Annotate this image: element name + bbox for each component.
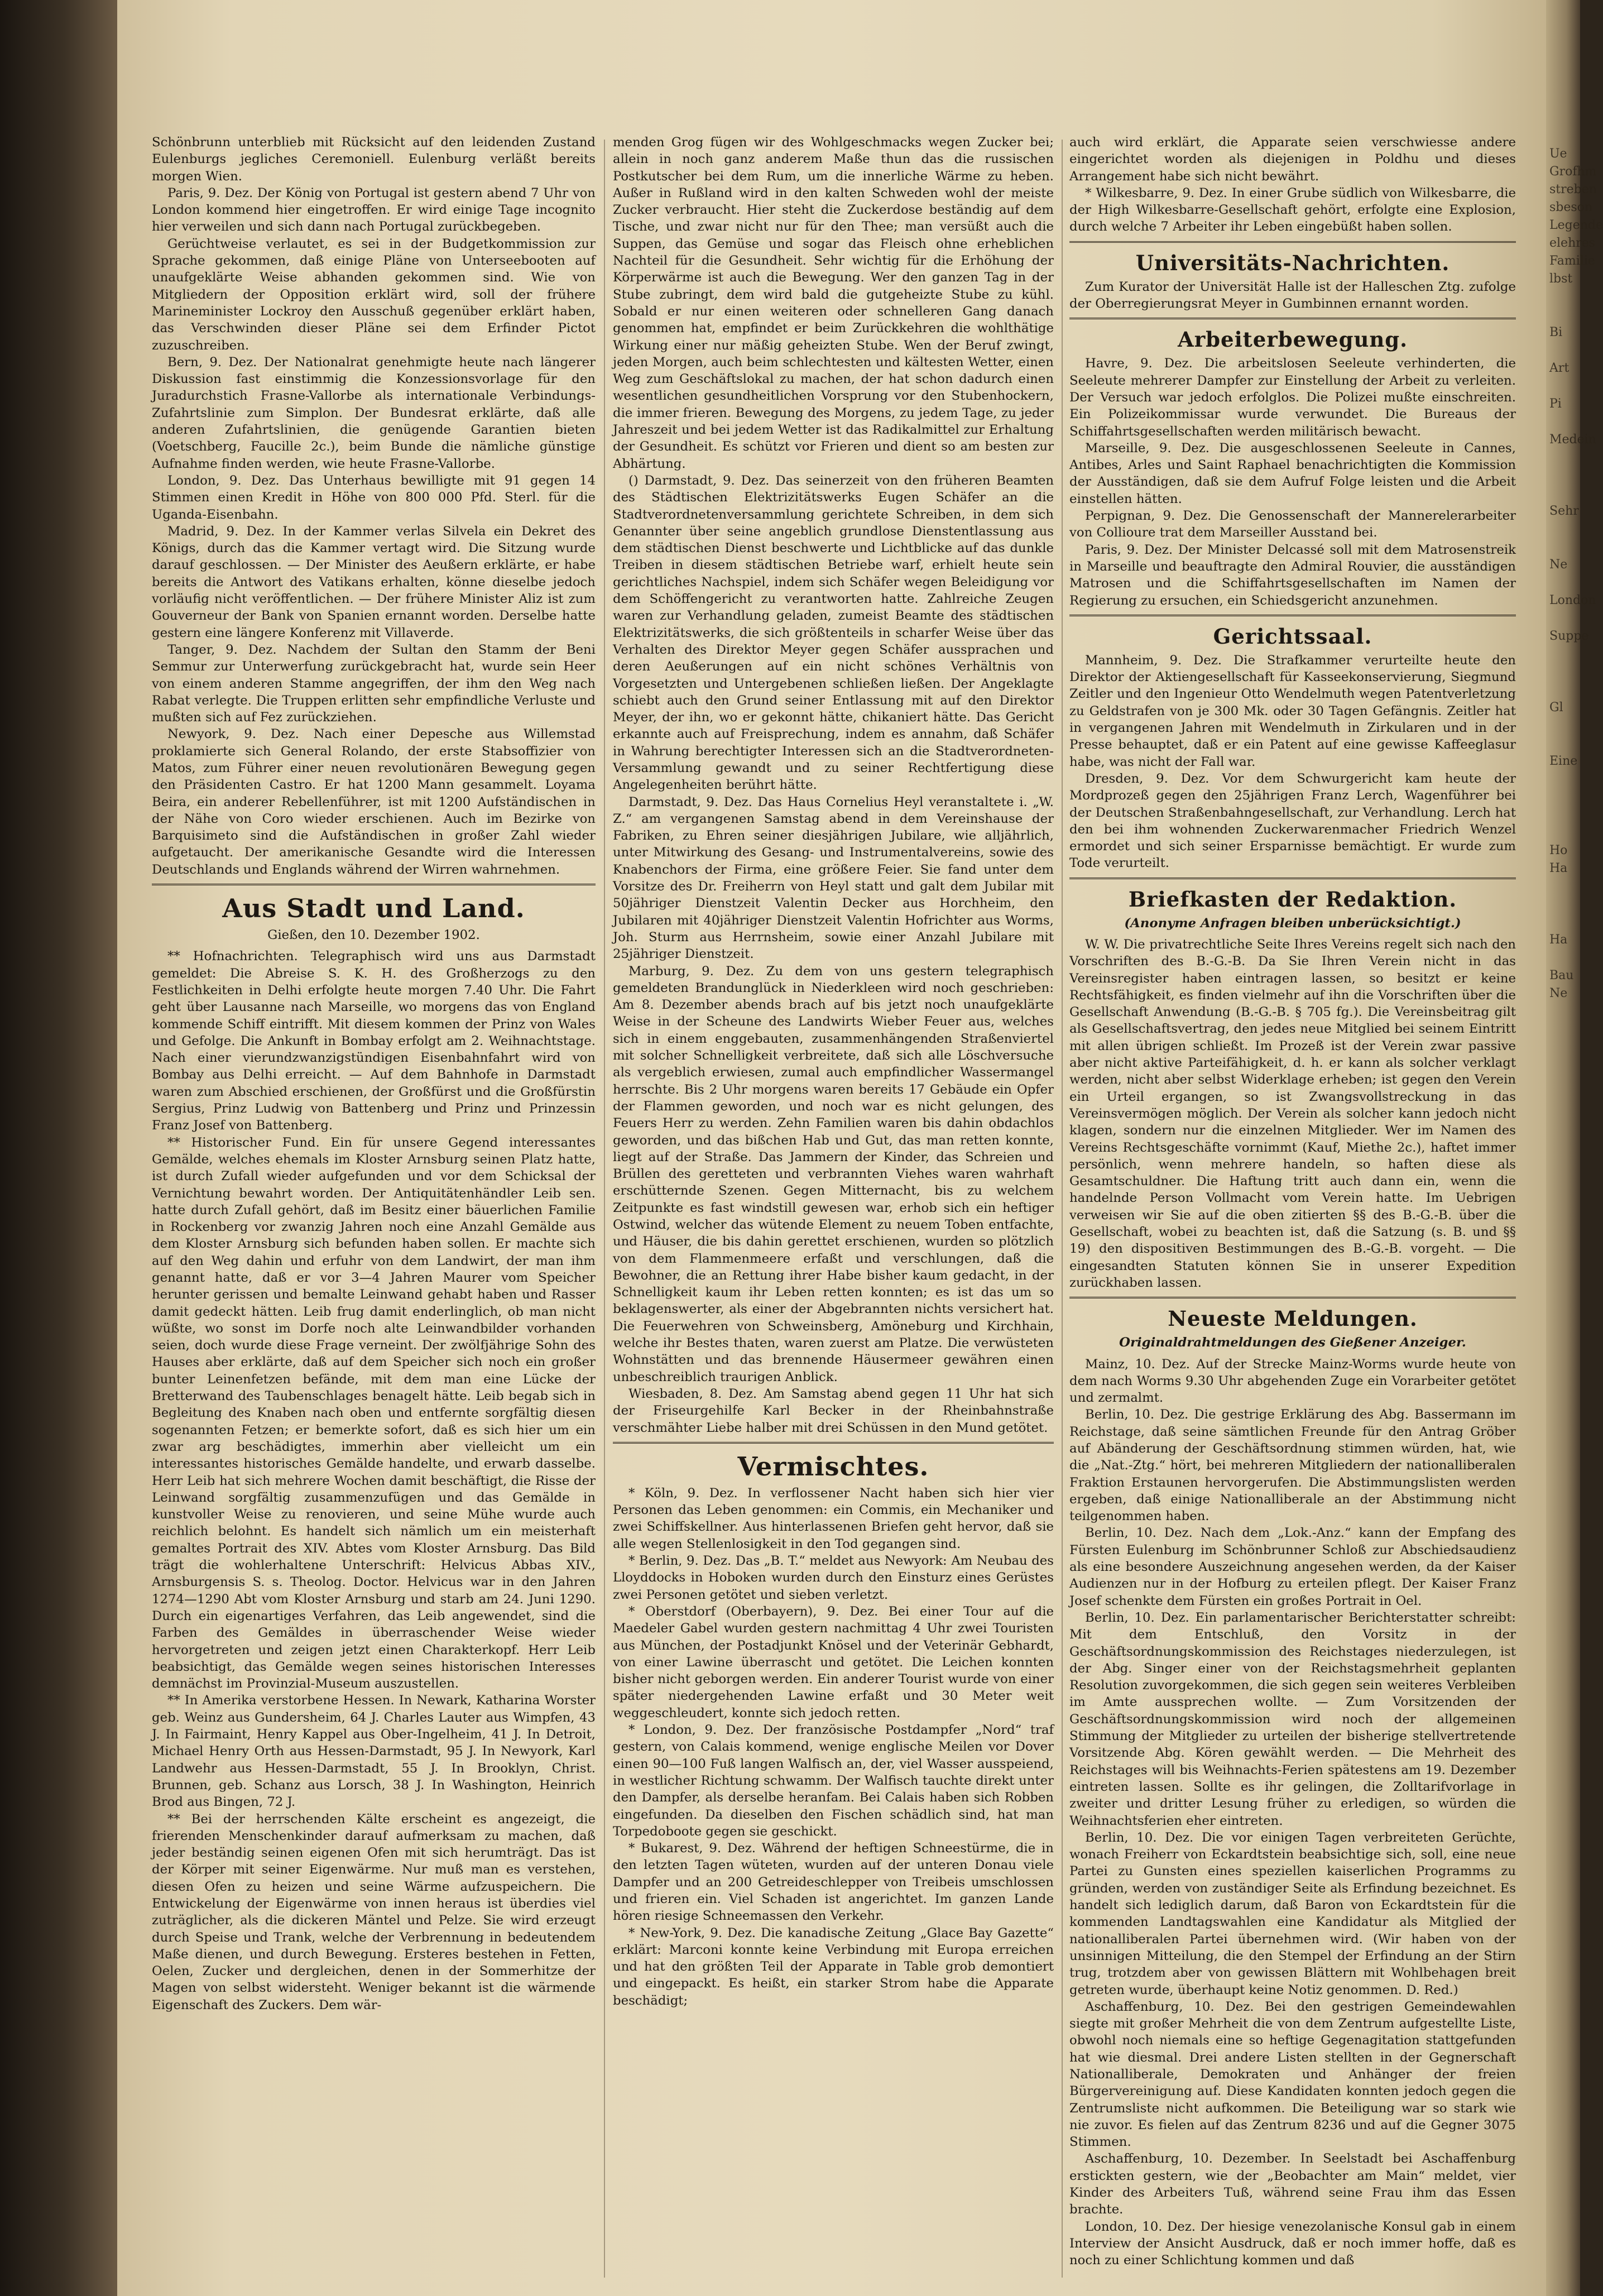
article-paragraph: Darmstadt, 9. Dez. Das Haus Cornelius Heyl veranstaltete i. „W. Z.“ am vergangenen Samstag abend in dem Vereinshause der Fabriken, zu Ehren seiner diesjährigen Jubilare, wie alljährlich, unter Mitwirkung des Gesang- und Instrumentalvereins, sowie des Knabenchors der Firma, eine größere Feier. Sie fand unter dem Vorsitze des Dr. Freiherrn von Heyl statt und galt dem Jubilar mit 50jähriger Dienstzeit Valentin Decker aus Horchheim, den Jubilaren mit 40jähriger Dienstzeit Valentin Hofrichter aus Worms, Joh. Sturm aus Herrnsheim, sowie einer Anzahl Jubilare mit 25jähriger Dienstzeit.: [613, 794, 1054, 962]
section-divider: [152, 884, 596, 885]
article-paragraph: Mainz, 10. Dez. Auf der Strecke Mainz-Worms wurde heute von dem nach Worms 9.30 Uhr abgehenden Zuge ein Vorarbeiter getötet und zermalmt.: [1069, 1356, 1516, 1406]
section-divider: [1069, 1297, 1516, 1298]
section-title-miscellaneous: Vermischtes.: [737, 1451, 929, 1482]
article-paragraph: * Köln, 9. Dez. In verflossener Nacht haben sich hier vier Personen das Leben genommen: ein Commis, ein Mechaniker und zwei Schiffskellner. Aus hinterlassenen Briefen geht hervor, daß sie alle wegen Stellenlosigkeit in den Tod gegangen sind.: [613, 1485, 1054, 1551]
article-paragraph: * Bukarest, 9. Dez. Während der heftigen Schneestürme, die in den letzten Tagen wüteten, wurden auf der unteren Donau viele Dampfer und an 200 Getreideschlepper von Treibeis umschlossen und frieren ein. Viel Schaden ist angerichtet. Im ganzen Lande hören riesige Schneemassen den Verkehr.: [613, 1841, 1054, 1924]
article-paragraph: Madrid, 9. Dez. In der Kammer verlas Silvela ein Dekret des Königs, durch das die Kammer vertagt wird. Die Sitzung wurde darauf geschlossen. — Der Minister des Aeußern erklärte, er habe bereits die Antwort des Vatikans erhalten, könne dieselbe jedoch vorläufig nicht veröffentlichen. — Der frühere Minister Aliz ist zum Gouverneur der Bank von Spanien ernannt worden. Derselbe hatte gestern eine längere Konferenz mit Villaverde.: [152, 524, 596, 640]
section-title-labor-movement: Arbeiterbewegung.: [1177, 327, 1408, 352]
newspaper-page: [117, 0, 1546, 2296]
article-paragraph: Schönbrunn unterblieb mit Rücksicht auf den leidenden Zustand Eulenburgs jegliches Ceremoniell. Eulenburg verläßt bereits morgen Wien.: [152, 135, 596, 184]
article-paragraph: Dresden, 9. Dez. Vor dem Schwurgericht kam heute der Mordprozeß gegen den 25jährigen Franz Lerch, Wagenführer bei der Deutschen Straßenbahngesellschaft, zur Verhandlung. Lerch hat den bei ihm wohnenden Zuckerwarenmacher Friedrich Wenzel ermordet und sich seiner Ersparnisse bemächtigt. Er wurde zum Tode verurteilt.: [1069, 771, 1516, 871]
article-paragraph: Berlin, 10. Dez. Nach dem „Lok.-Anz.“ kann der Empfang des Fürsten Eulenburg im Schönbrunner Schloß zur Abschiedsaudienz als eine besondere Auszeichnung angesehen werden, da der Kaiser Audienzen nur in der Hofburg zu erteilen pflegt. Der Kaiser Franz Josef schenkte dem Fürsten ein großes Portrait in Oel.: [1069, 1526, 1516, 1608]
section-divider: [1069, 878, 1516, 879]
article-paragraph: Paris, 9. Dez. Der Minister Delcassé soll mit dem Matrosenstreik in Marseille und beauftragte den Admiral Rouvier, die ausständigen Matrosen und die Schiffahrtsgesellschaften im Namen der Regierung zu ersuchen, ein Schiedsgericht anzunehmen.: [1069, 542, 1516, 608]
article-paragraph: Berlin, 10. Dez. Ein parlamentarischer Berichterstatter schreibt: Mit dem Entschluß, den Vorsitz in der Geschäftsordnungskommission des Reichstages niederzulegen, ist der Abg. Singer einer von der Reichstagsmehrheit geplanten Resolution zuvorgekommen, die sich gegen sein weiteres Verbleiben im Amte aussprechen wollte. — Zum Vorsitzenden der Geschäftsordnungskommission wird noch der allgemeinen Stimmung der Mitglieder zu urteilen der bisherige stellvertretende Vorsitzende Abg. Kören gewählt werden. — Die Mehrheit des Reichstages will bis Weihnachts-Ferien spätestens am 19. Dezember eintreten lassen. Sollte es ihr gelingen, die Zolltarifvorlage in zweiter und dritter Lesung früher zu erledigen, so würden die Weihnachtsferien eher eintreten.: [1069, 1610, 1516, 1828]
article-paragraph: Zum Kurator der Universität Halle ist der Halleschen Ztg. zufolge der Oberregierungsrat Meyer in Gumbinnen ernannt worden.: [1069, 279, 1516, 311]
column-rule: [1062, 140, 1063, 2278]
adjacent-page-text-fragment: Ue Grofhm streben sbeson Legende elehres Familie lbst Bi Art Pi Medein Sehr Ne London Suppe Gl Eine Ho Ha Ha Bau Ne: [1549, 147, 1603, 1000]
column-right: [1069, 134, 1516, 2269]
article-paragraph: Berlin, 10. Dez. Die vor einigen Tagen verbreiteten Gerüchte, wonach Freiherr von Eckardtstein beabsichtige sich, soll, eine neue Partei zu Gunsten eines speziellen kaiserlichen Programms zu gründen, werden von zuständiger Seite als Erfindung bezeichnet. Es handelt sich lediglich darum, daß Baron von Eckardtstein für die kommenden Landtagswahlen eine Kandidatur als Mitglied der nationalliberalen Partei übernehmen wird. (Wir haben von der unsinnigen Mitteilung, die den Stempel der Erfindung an der Stirn trug, trotzdem aber von gewissen Blättern mit Wohlbehagen breit getreten wurde, überhaupt keine Notiz genommen. D. Red.): [1069, 1830, 1516, 1997]
article-paragraph: * London, 9. Dez. Der französische Postdampfer „Nord“ traf gestern, von Calais kommend, wenige englische Meilen vor Dover einen 90—100 Fuß langen Walfisch an, der, viel Wasser ausspeiend, in westlicher Richtung schwamm. Der Walfisch tauchte direkt unter den Dampfer, als derselbe heranfam. Bei Calais haben sich Robben eingefunden. Da dieselben den Fischen schädlich sind, hat man Torpedoboote gegen sie geschickt.: [613, 1723, 1054, 1839]
section-divider: [1069, 318, 1516, 319]
article-paragraph: * Berlin, 9. Dez. Das „B. T.“ meldet aus Newyork: Am Neubau des Lloyddocks in Hoboken wurden durch den Einsturz eines Gerüstes zwei Personen getötet und sieben verletzt.: [613, 1554, 1054, 1602]
article-paragraph: Paris, 9. Dez. Der König von Portugal ist gestern abend 7 Uhr von London kommend hier eingetroffen. Er wird einige Tage incognito hier verweilen und sich dann nach Portugal zurückbegeben.: [152, 185, 596, 234]
article-paragraph: * New-York, 9. Dez. Die kanadische Zeitung „Glace Bay Gazette“ erklärt: Marconi konnte keine Verbindung mit Europa erreichen und hat den größten Teil der Apparate in Table grob demontiert und eingepackt. Es heißt, ein starker Strom habe die Apparate beschädigt;: [613, 1925, 1054, 2008]
column-left: [152, 134, 596, 2014]
article-paragraph: * Oberstdorf (Oberbayern), 9. Dez. Bei einer Tour auf die Maedeler Gabel wurden gestern nachmittag 4 Uhr zwei Touristen aus München, der Postadjunkt Knösel und der Veterinär Gebhardt, von einer Lawine überrascht und getötet. Die Leichen konnten bisher nicht geborgen werden. Ein anderer Tourist wurde von einer später niedergehenden Lawine erfaßt und 30 Meter weit weggeschleudert, konnte sich jedoch retten.: [613, 1604, 1054, 1720]
section-title-letters: Briefkasten der Redaktion.: [1128, 886, 1457, 912]
article-paragraph: London, 10. Dez. Der hiesige venezolanische Konsul gab in einem Interview der Ansicht Ausdruck, daß er noch immer hoffe, daß es noch zu einer Schlichtung kommen und daß: [1069, 2219, 1516, 2268]
article-paragraph: auch wird erklärt, die Apparate seien verschwiesse andere eingerichtet worden als diejenigen in Poldhu und dieses Arrangement habe sich nicht bewährt.: [1069, 135, 1516, 184]
article-paragraph: W. W. Die privatrechtliche Seite Ihres Vereins regelt sich nach den Vorschriften des B.-G.-B. Da Sie Ihren Verein nicht in das Vereinsregister haben eintragen lassen, so besitzt er keine Rechtsfähigkeit, es finden vielmehr auf ihn die Vorschriften über die Gesellschaft Anwendung (B.-G.-B. § 705 fg.). Die Vereinsbeitrag gilt als Gesellschaftsvertrag, den jedes neue Mitglied bei seinem Eintritt mit allen übrigen schließt. Im Prozeß ist der Verein zwar passive aber nicht aktive Parteifähigkeit, d. h. er kann als solcher verklagt werden, nicht aber selbst Widerklage erheben; ist gegen den Verein ein Urteil ergangen, so ist Zwangsvollstreckung in das Vereinsvermögen möglich. Der Verein als solcher kann jedoch nicht klagen, sondern nur die einzelnen Mitglieder. Wer im Namen des Vereins Rechtsgeschäfte vornimmt (Kauf, Miethe 2c.), haftet immer persönlich, wenn mehrere handeln, so haften diese als Gesamtschuldner. Die Haftung tritt auch dann ein, wenn die handelnde Person Vollmacht vom Verein hatte. Im Uebrigen verweisen wir Sie auf die oben zitierten §§ des B.-G.-B. über die Gesellschaft, wobei zu beachten ist, daß die Satzung (s. B. und §§ 19) den dispositiven Bestimmungen des B.-G.-B. vorgeht. — Die eingesandten Statuten können Sie in unserer Expedition zurückhaben lassen.: [1069, 937, 1516, 1290]
article-paragraph: Marburg, 9. Dez. Zu dem von uns gestern telegraphisch gemeldeten Brandunglück in Niederkleen wird noch geschrieben: Am 8. Dezember abends brach auf bis jetzt noch unaufgeklärte Weise in der Scheune des Landwirts Wieber Feuer aus, welches sich in einem enggebauten, zusammenhängenden Straßenviertel mit solcher Schnelligkeit verbreitete, daß sich alle Löschversuche als vergeblich erwiesen, zumal auch empfindlicher Wassermangel herrschte. Bis 2 Uhr morgens waren bereits 17 Gebäude ein Opfer der Flammen geworden, und noch war es nicht gelungen, des Feuers Herr zu werden. Zehn Familien waren bis dahin obdachlos geworden, und das bißchen Hab und Gut, das man retten konnte, liegt auf der Straße. Das Jammern der Kinder, das Schreien und Brüllen des geretteten und verbrannten Viehes waren wahrhaft erschütternde Szenen. Gegen Mitternacht, bis zu welchem Zeitpunkte es fast windstill gewesen war, erhob sich ein heftiger Ostwind, welcher das wütende Element zu neuem Toben entfachte, und Häuser, die bis dahin gerettet erschienen, wurden so plötzlich von dem Flammenmeere erfaßt und verschlungen, daß die Bewohner, die an Rettung ihrer Habe bisher kaum gedacht, in der Schnelligkeit kaum ihr Leben retten konnten; es ist das um so beklagenswerter, als einer der Abgebrannten nichts versichert hat. Die Feuerwehren von Schweinsberg, Amöneburg und Kirchhain, welche ihr Bestes thaten, waren zuerst am Platze. Die verwüsteten Wohnstätten und das brennende Häusermeer gewähren einen unbeschreiblich traurigen Anblick.: [613, 964, 1054, 1384]
article-paragraph: ** In Amerika verstorbene Hessen. In Newark, Katharina Worster geb. Weinz aus Gundersheim, 64 J. Charles Lauter aus Wimpfen, 43 J. In Fairmaint, Henry Kappel aus Ober-Ingelheim, 41 J. In Detroit, Michael Henry Orth aus Hessen-Darmstadt, 95 J. In Newyork, Karl Landwehr aus Hessen-Darmstadt, 55 J. In Brooklyn, Christ. Brunnen, geb. Schanz aus Lorsch, 38 J. In Washington, Heinrich Brod aus Bingen, 72 J.: [152, 1693, 596, 1810]
article-paragraph: Bern, 9. Dez. Der Nationalrat genehmigte heute nach längerer Diskussion fast einstimmig die Konzessionsvorlage für den Juradurchstich Frasne-Vallorbe als internationale Verbindungs-Zufahrtslinie zum Simplon. Der Bundesrat erklärte, daß alle anderen Zufahrtslinien, die genügende Garantien bieten (Voetschberg, Faucille 2c.), beim Bunde die nämliche günstige Aufnahme finden werden, wie heute Frasne-Vallorbe.: [152, 354, 596, 471]
article-paragraph: ** Bei der herrschenden Kälte erscheint es angezeigt, die frierenden Menschenkinder darauf aufmerksam zu machen, daß jeder beständig seinen eigenen Ofen mit sich herumträgt. Das ist der Körper mit seiner Eigenwärme. Nur muß man es verstehen, diesen Ofen zu heizen und seine Wärme aufzuspeichern. Die Entwickelung der Eigenwärme von innen heraus ist überdies viel zuträglicher, als die dickeren Mäntel und Pelze. Sie wird erzeugt durch Speise und Trank, welche der Verbrennung in bedeutendem Maße dienen, und durch Bewegung. Ersteres bestehen in Fetten, Oelen, Zucker und dergleichen, denen in der Sommerhitze der Magen von selbst widersteht. Weniger bekannt ist die wärmende Eigenschaft des Zuckers. Dem wär-: [152, 1811, 596, 2012]
article-paragraph: Marseille, 9. Dez. Die ausgeschlossenen Seeleute in Cannes, Antibes, Arles und Saint Raphael benachrichtigten die Kommission der Ausständigen, daß sie dem Aufruf Folge leisten und die Arbeit einstellen hätten.: [1069, 440, 1516, 506]
article-paragraph: Berlin, 10. Dez. Die gestrige Erklärung des Abg. Bassermann im Reichstage, daß seine sämtlichen Freunde für den Antrag Gröber auf Abänderung der Geschäftsordnung stimmen würden, hat, wie die „Nat.-Ztg.“ hört, bei mehreren Mitgliedern der nationalliberalen Fraktion Erstaunen hervorgerufen. Die Abstimmungslisten werden ergeben, daß einige Nationalliberale an der Abstimmung nicht teilgenommen haben.: [1069, 1407, 1516, 1524]
article-paragraph: London, 9. Dez. Das Unterhaus bewilligte mit 91 gegen 14 Stimmen einen Kredit in Höhe von 800 000 Pfd. Sterl. für die Uganda-Eisenbahn.: [152, 473, 596, 522]
article-paragraph: Tanger, 9. Dez. Nachdem der Sultan den Stamm der Beni Semmur zur Unterwerfung zurückgebracht hat, wurde sein Heer von einem anderen Stamme angegriffen, der ihm den Weg nach Rabat verlegte. Die Truppen erlitten sehr empfindliche Verluste und mußten sich auf Fez zurückziehen.: [152, 642, 596, 725]
article-paragraph: Aschaffenburg, 10. Dez. Bei den gestrigen Gemeindewahlen siegte mit großer Mehrheit die von dem Zentrum aufgestellte Liste, obwohl noch niemals eine so heftige Gegenagitation stattgefunden hat wie diesmal. Drei andere Listen stellten in der Gegnerschaft Nationalliberale, Demokraten und Anhänger der freien Bürgervereinigung auf. Diese Kandidaten konnten jedoch gegen die Zentrumsliste nicht aufkommen. Die Beteiligung war so stark wie nie zuvor. Es fielen auf das Zentrum 8236 und auf die Gegner 3075 Stimmen.: [1069, 1999, 1516, 2150]
section-subtitle: Originaldrahtmeldungen des Gießener Anzeiger.: [1119, 1335, 1466, 1350]
column-middle: [613, 134, 1054, 2009]
section-title-university-news: Universitäts-Nachrichten.: [1135, 250, 1450, 275]
section-divider: [1069, 241, 1516, 243]
adjacent-page-edge: [1546, 0, 1603, 2296]
article-paragraph: Newyork, 9. Dez. Nach einer Depesche aus Willemstad proklamierte sich General Rolando, der erste Stabsoffizier von Matos, zum Führer einer neuen revolutionären Bewegung gegen den Präsidenten Castro. Er hat 1200 Mann gesammelt. Loyama Beira, ein anderer Rebellenführer, ist mit 1200 Aufständischen in der Nähe von Coro wieder erschienen. Auch im Bezirke von Barquisimeto sind die Aufständischen in großer Zahl wieder aufgetaucht. Der amerikanische Gesandte wird die Interessen Deutschlands und Englands während der Wirren wahrnehmen.: [152, 727, 596, 877]
section-title-latest-news: Neueste Meldungen.: [1168, 1306, 1418, 1331]
column-rule: [604, 140, 605, 2278]
article-paragraph: Havre, 9. Dez. Die arbeitslosen Seeleute verhinderten, die Seeleute mehrerer Dampfer zur Einstellung der Arbeit zu verleiten. Der Versuch war jedoch erfolglos. Die Polizei mußte einschreiten. Ein Polizeikommissar wurde verwundet. Die Bureaus der Schiffahrtsgesellschaften werden militärisch bewacht.: [1069, 356, 1516, 439]
section-title-local-news: Aus Stadt und Land.: [222, 893, 525, 924]
section-divider: [1069, 615, 1516, 616]
article-paragraph: Mannheim, 9. Dez. Die Strafkammer verurteilte heute den Direktor der Aktiengesellschaft für Kasseekonservierung, Siegmund Zeitler und den Ingenieur Otto Wendelmuth wegen Patentverletzung zu Geldstrafen von je 300 Mk. oder 30 Tagen Gefängnis. Zeitler hat in vergangenen Jahren mit Wendelmuth in Zirkularen und in der Presse behauptet, daß er ein Patent auf eine gewisse Kaffeeglasur habe, was nicht der Fall war.: [1069, 653, 1516, 769]
article-paragraph: () Darmstadt, 9. Dez. Das seinerzeit von den früheren Beamten des Städtischen Elektrizitätswerks Eugen Schäfer an die Stadtverordnetenversammlung gerichtete Schreiben, in dem sich Genannter über seine angeblich grundlose Dienstentlassung aus dem städtischen Dienst beschwerte und Lichtblicke auf das dunkle Treiben in diesem städtischen Betriebe warf, erhielt heute sein gerichtliches Nachspiel, indem sich Schäfer wegen Beleidigung vor dem Schöffengericht zu verantworten hatte. Zahlreiche Zeugen waren zur Verhandlung geladen, zumeist Beamte des städtischen Elektrizitätswerks, die sich größtenteils in scharfer Weise über das Verhalten des Direktor Meyer gegen Schäfer aussprachen und deren Aeußerungen auf ein nicht schönes Verhältnis von Vorgesetzten und Untergebenen schließen ließen. Der Angeklagte schiebt auch den Grund seiner Entlassung mit auf den Direktor Meyer, der ihn, wo er gekonnt hätte, chikaniert hätte. Das Gericht erkannte auch auf Freisprechung, indem es annahm, daß Schäfer in Wahrung berechtigter Interessen sich an die Stadtverordneten-Versammlung gewandt und zu seiner Rechtfertigung diese Angelegenheiten berührt hätte.: [613, 473, 1054, 793]
section-divider: [613, 1442, 1054, 1444]
article-paragraph: ** Hofnachrichten. Telegraphisch wird uns aus Darmstadt gemeldet: Die Abreise S. K. H. des Großherzogs zu den Festlichkeiten in Delhi erfolgte heute morgen 7.40 Uhr. Die Fahrt geht über Lausanne nach Marseille, wo morgens das von England kommende Schiff eintrifft. Mit diesem kommen der Prinz von Wales und Gefolge. Die Ankunft in Bombay erfolgt am 2. Weihnachtstage. Nach einer vierundzwanzigstündigen Eisenbahnfahrt wird von Bombay aus Delhi erreicht. — Auf dem Bahnhofe in Darmstadt waren zum Abschied erschienen, der Großfürst und die Großfürstin Sergius, Prinz Ludwig von Battenberg und Prinz und Prinzessin Franz Josef von Battenberg.: [152, 949, 596, 1133]
section-dateline: Gießen, den 10. Dezember 1902.: [267, 928, 480, 943]
article-paragraph: Perpignan, 9. Dez. Die Genossenschaft der Mannerelerarbeiter von Collioure trat dem Marseiller Ausstand bei.: [1069, 509, 1516, 540]
article-paragraph: Gerüchtweise verlautet, es sei in der Budgetkommission zur Sprache gekommen, daß einige Pläne von Unterseebooten auf unaufgeklärte Weise abhanden gekommen sind. Wie von Mitgliedern der Opposition erklärt wird, soll der frühere Marineminister Lockroy den Ausschuß gegenüber erklärt haben, das Verschwinden dieser Pläne sei dem Erfinder Pictot zuzuschreiben.: [152, 236, 596, 353]
section-title-courtroom: Gerichtssaal.: [1213, 624, 1372, 649]
section-subtitle: (Anonyme Anfragen bleiben unberücksichtigt.): [1124, 915, 1461, 931]
article-paragraph: ** Historischer Fund. Ein für unsere Gegend interessantes Gemälde, welches ehemals im Kloster Arnsburg seinen Platz hatte, ist durch Zufall wieder aufgefunden und vor dem Schicksal der Vernichtung bewahrt worden. Der Antiquitätenhändler Leib sen. hatte durch Zufall gehört, daß im Besitz einer bäuerlichen Familie in Rockenberg vor zwanzig Jahren noch eine Anzahl Gemälde aus dem Kloster Arnsburg sich befunden haben sollen. Er machte sich auf den Weg dahin und erfuhr von dem Landwirt, der man ihm genannt hatte, daß er vor 3—4 Jahren Maurer vom Speicher herunter gerissen und bemalte Leinwand gehabt haben und Rasser damit gedeckt hätten. Leib frug damit enderlinglich, ob man nicht wüßte, wo sonst im Dorfe noch alte Leinwandbilder vorhanden seien, doch wurde diese Frage verneint. Der zwölfjährige Sohn des Hauses aber erklärte, daß auf dem Speicher sich noch ein großer bunter Leinenfetzen befände, mit dem man eine Lücke der Bretterwand des Taubenschlages benagelt hätte. Leib begab sich in Begleitung des Knaben nach oben und entfernte sorgfältig diesen sogenannten Fetzen; er bemerkte sofort, daß es sich hier um ein zwar arg beschädigtes, immerhin aber vielleicht um ein interessantes historisches Gemälde handelte, und erwarb dasselbe. Herr Leib hat sich mehrere Wochen damit beschäftigt, die Risse der Leinwand sorgfältig zusammenzufügen und das Gemälde in kunstvoller Weise zu renovieren, und seine Mühe wurde auch reichlich belohnt. Es handelt sich nämlich um ein meisterhaft gemaltes Portrait des XIV. Abtes vom Kloster Arnsburg. Das Bild trägt die wohlerhaltene Unterschrift: Helvicus Abbas XIV., Arnsburgensis S. s. Theolog. Doctor. Helvicus war in den Jahren 1274—1290 Abt vom Kloster Arnsburg und starb am 24. Juni 1290. Durch ein eigenartiges Verfahren, das Leib angewendet, sind die Farben des Gemäldes in überraschender Weise wieder hervorgetreten und zeigen jetzt einen Charakterkopf. Herr Leib beabsichtigt, das Gemälde wegen seines historischen Interesses demnächst im Provinzial-Museum auszustellen.: [152, 1135, 596, 1691]
binding-gutter: [0, 0, 117, 2296]
article-paragraph: menden Grog fügen wir des Wohlgeschmacks wegen Zucker bei; allein in noch ganz anderem Maße thun das die russischen Postkutscher bei dem Rum, um die innerliche Wärme zu heben. Außer in Rußland wird in den kalten Schweden wohl der meiste Zucker verbraucht. Hier steht die Zuckerdose beständig auf dem Tische, und zwar nicht nur für den Thee; man versüßt auch die Suppen, das Gemüse und sogar das Fleisch ohne erheblichen Nachteil für die Gesundheit. Sehr wichtig für die Erhöhung der Körperwärme ist auch die Bewegung. Wer den ganzen Tag in der Stube zubringt, dem wird bald die gutgeheizte Stube zu kühl. Sobald er nur einen weiteren oder schnelleren Gang danach genommen hat, empfindet er beim Zurückkehren die wohlthätige Wirkung einer nur mäßig geheizten Stube. Wen der Beruf zwingt, jeden Morgen, auch beim schlechtesten und kältesten Wetter, einen Weg zum Geschäftslokal zu machen, der hat schon dadurch einen wesentlichen gesundheitlichen Vorsprung vor den Stubenhockern, die immer frieren. Bewegung des Morgens, zu jedem Tage, zu jeder Jahreszeit und bei jedem Wetter ist das Radikalmittel zur Erhaltung der Gesundheit. Es schützt vor Frieren und dient so am besten zur Abhärtung.: [613, 135, 1054, 471]
article-paragraph: Wiesbaden, 8. Dez. Am Samstag abend gegen 11 Uhr hat sich der Friseurgehilfe Karl Becker in der Rheinbahnstraße verschmähter Liebe halber mit drei Schüssen in den Mund getötet.: [613, 1386, 1054, 1435]
article-paragraph: * Wilkesbarre, 9. Dez. In einer Grube südlich von Wilkesbarre, die der High Wilkesbarre-Gesellschaft gehört, erfolgte eine Explosion, durch welche 7 Arbeiter ihr Leben eingebüßt haben sollen.: [1069, 185, 1516, 234]
article-paragraph: Aschaffenburg, 10. Dezember. In Seelstadt bei Aschaffenburg erstickten gestern, wie der „Beobachter am Main“ meldet, vier Kinder des Arbeiters Tuß, während seine Frau ihm das Essen brachte.: [1069, 2151, 1516, 2217]
